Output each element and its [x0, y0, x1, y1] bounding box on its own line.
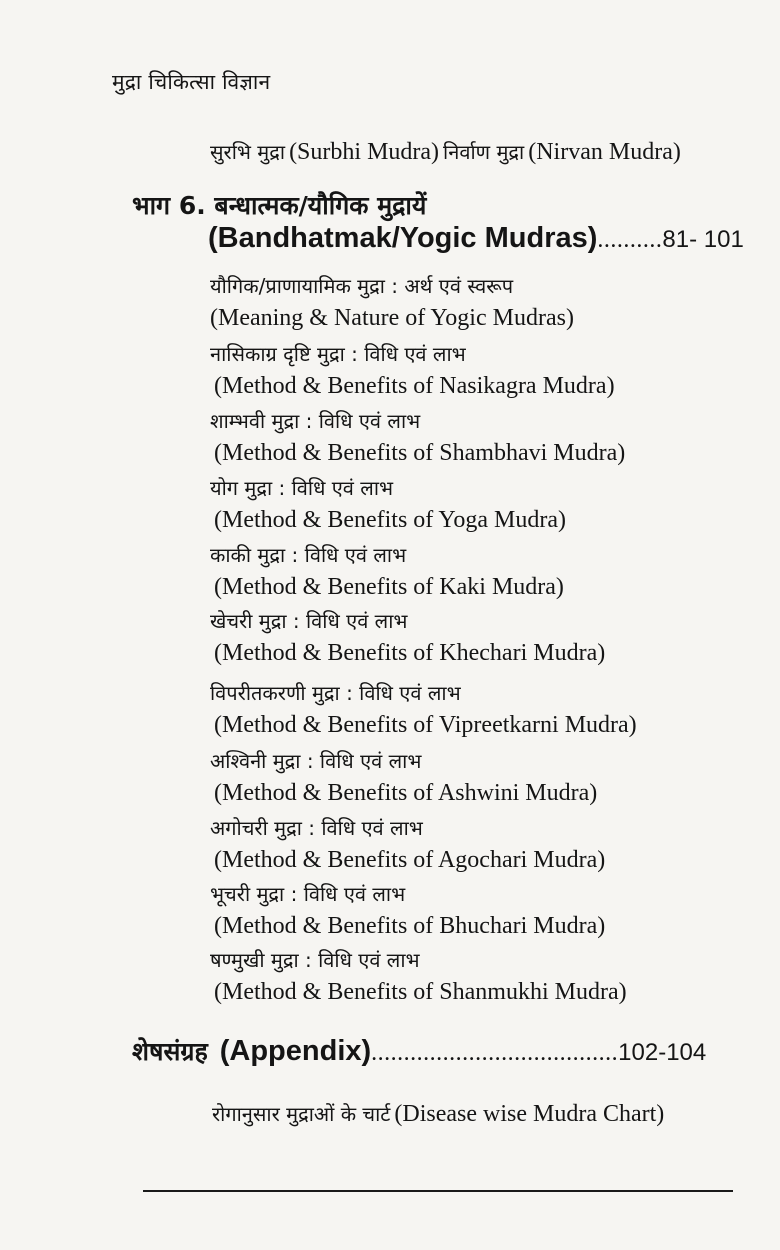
part6-heading-en: (Bandhatmak/Yogic Mudras) [208, 222, 598, 254]
toc-entry-hi: षण्मुखी मुद्रा : विधि एवं लाभ [210, 948, 420, 972]
toc-entry-en: (Method & Benefits of Bhuchari Mudra) [214, 913, 606, 939]
toc-entry-en: (Method & Benefits of Yoga Mudra) [214, 507, 566, 533]
appendix-heading-en: (Appendix) [219, 1035, 372, 1067]
intro-en-2: (Nirvan Mudra) [528, 139, 681, 165]
toc-entry-hi: अगोचरी मुद्रा : विधि एवं लाभ [210, 816, 423, 840]
appendix-sub-entry [212, 1100, 664, 1128]
intro-entry [210, 138, 681, 166]
part6-page-range: 81- 101 [662, 226, 744, 253]
intro-hi-2: निर्वाण मुद्रा [443, 140, 525, 164]
toc-entry-hi: अश्विनी मुद्रा : विधि एवं लाभ [210, 749, 422, 773]
part6-heading-hi: भाग 6. बन्धात्मक/यौगिक मुद्रायें [132, 191, 427, 220]
toc-entry-hi: खेचरी मुद्रा : विधि एवं लाभ [210, 609, 408, 633]
toc-entry-hi: विपरीतकरणी मुद्रा : विधि एवं लाभ [210, 681, 461, 705]
toc-entry-en: (Method & Benefits of Vipreetkarni Mudra) [214, 712, 637, 738]
toc-entry-hi: काकी मुद्रा : विधि एवं लाभ [210, 543, 407, 567]
toc-entry-hi: योग मुद्रा : विधि एवं लाभ [210, 476, 394, 500]
running-header: मुद्रा चिकित्सा विज्ञान [112, 70, 271, 94]
toc-entry-en: (Method & Benefits of Khechari Mudra) [214, 640, 606, 666]
toc-entry-en: (Method & Benefits of Kaki Mudra) [214, 574, 564, 600]
appendix-sub-en: (Disease wise Mudra Chart) [394, 1101, 665, 1127]
appendix-sub-hi: रोगानुसार मुद्राओं के चार्ट [212, 1102, 391, 1126]
toc-entry-hi: शाम्भवी मुद्रा : विधि एवं लाभ [210, 409, 421, 433]
toc-entry-en: (Method & Benefits of Nasikagra Mudra) [214, 373, 615, 399]
part6-leader-dots: .......... [597, 227, 663, 253]
toc-entry-en: (Method & Benefits of Agochari Mudra) [214, 847, 606, 873]
appendix-page-range: 102-104 [618, 1039, 707, 1066]
toc-entry-hi: भूचरी मुद्रा : विधि एवं लाभ [210, 882, 406, 906]
appendix-leader-dots: ...................................... [371, 1040, 619, 1066]
toc-entry-en: (Method & Benefits of Shambhavi Mudra) [214, 440, 626, 466]
intro-hi-1: सुरभि मुद्रा [210, 140, 286, 164]
appendix-heading-hi: शेषसंग्रह [132, 1037, 208, 1066]
toc-entry-hi: यौगिक/प्राणायामिक मुद्रा : अर्थ एवं स्वरूप [210, 274, 514, 298]
toc-entry-en: (Meaning & Nature of Yogic Mudras) [210, 305, 574, 331]
toc-entry-hi: नासिकाग्र दृष्टि मुद्रा : विधि एवं लाभ [210, 342, 466, 366]
toc-entry-en: (Method & Benefits of Shanmukhi Mudra) [214, 979, 627, 1005]
appendix-heading-row [132, 1034, 706, 1068]
intro-en-1: (Surbhi Mudra) [289, 139, 440, 165]
footer-rule [143, 1190, 733, 1192]
toc-entry-en: (Method & Benefits of Ashwini Mudra) [214, 780, 598, 806]
part6-heading-en-row [208, 222, 744, 255]
